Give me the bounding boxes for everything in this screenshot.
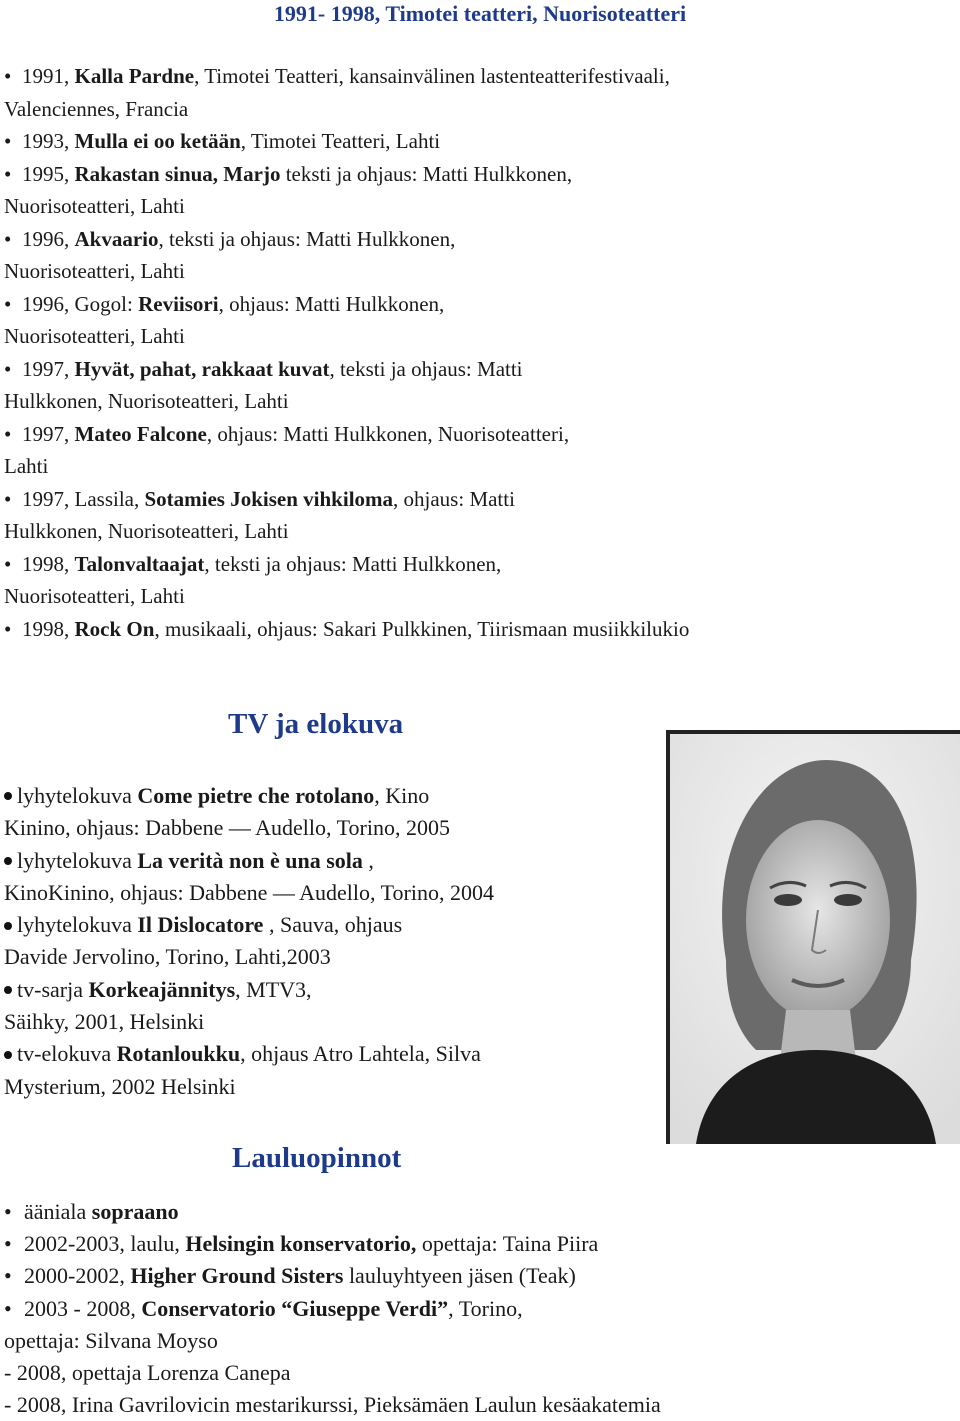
- tv-list: [4, 780, 654, 1103]
- list-item: • 2003 - 2008, Conservatorio “Giuseppe Verdi”, Torino,: [4, 1295, 523, 1321]
- bullet-icon: [4, 922, 12, 930]
- list-item: - 2008, Irina Gavrilovicin mestarikurssi, Pieksämäen Laulun kesäakatemia: [4, 1392, 661, 1418]
- list-item: lyhytelokuva Come pietre che rotolano, Kino Kinino, ohjaus: Dabbene — Audello, Torino, 2005: [4, 783, 450, 841]
- list-item: lyhytelokuva La verità non è una sola , KinoKinino, ohjaus: Dabbene — Audello, Torino, 2004: [4, 847, 494, 905]
- list-item: • 2002-2003, laulu, Helsingin konservatorio, opettaja: Taina Piira: [4, 1231, 599, 1257]
- list-item: opettaja: Silvana Moyso: [4, 1327, 218, 1353]
- list-item: • 1995, Rakastan sinua, Marjo teksti ja ohjaus: Matti Hulkkonen, Nuorisoteatteri, Lahti: [4, 161, 573, 218]
- theatre-list: [4, 60, 954, 645]
- section-heading-theatre: 1991- 1998, Timotei teatteri, Nuorisoteatteri: [273, 1, 687, 26]
- list-item: • 1998, Rock On, musikaali, ohjaus: Sakari Pulkkinen, Tiirismaan musiikkilukio: [4, 616, 690, 641]
- list-item: • 1993, Mulla ei oo ketään, Timotei Teatteri, Lahti: [4, 129, 441, 153]
- bullet-icon: [4, 1051, 12, 1059]
- list-item: • 2000-2002, Higher Ground Sisters lauluyhtyeen jäsen (Teak): [4, 1263, 576, 1289]
- list-item: • 1997, Lassila, Sotamies Jokisen vihkiloma, ohjaus: Matti Hulkkonen, Nuorisoteatteri, Lahti: [4, 486, 515, 543]
- list-item: • 1996, Akvaario, teksti ja ohjaus: Matti Hulkkonen, Nuorisoteatteri, Lahti: [4, 226, 456, 283]
- portrait-photo: [666, 730, 960, 1144]
- list-item: lyhytelokuva Il Dislocatore , Sauva, ohjaus Davide Jervolino, Torino, Lahti,2003: [4, 912, 403, 970]
- section-heading-tv: TV ja elokuva: [228, 708, 404, 740]
- list-item: tv-elokuva Rotanloukku, ohjaus Atro Lahtela, Silva Mysterium, 2002 Helsinki: [4, 1041, 481, 1099]
- list-item: • 1996, Gogol: Reviisori, ohjaus: Matti Hulkkonen, Nuorisoteatteri, Lahti: [4, 291, 445, 348]
- bullet-icon: [4, 857, 12, 865]
- list-item: • 1991, Kalla Pardne, Timotei Teatteri, kansainvälinen lastenteatterifestivaali, Valenciennes, Francia: [4, 64, 670, 121]
- section-heading-laulu: Lauluopinnot: [232, 1142, 402, 1174]
- bullet-icon: [4, 986, 12, 994]
- list-item: - 2008, opettaja Lorenza Canepa: [4, 1360, 291, 1386]
- laulu-list: [4, 1196, 954, 1421]
- list-item: • 1997, Mateo Falcone, ohjaus: Matti Hulkkonen, Nuorisoteatteri, Lahti: [4, 421, 570, 478]
- list-item: • 1998, Talonvaltaajat, teksti ja ohjaus: Matti Hulkkonen, Nuorisoteatteri, Lahti: [4, 551, 502, 608]
- portrait-image: [666, 730, 960, 1144]
- list-item: • ääniala sopraano: [4, 1199, 179, 1224]
- list-item: • 1997, Hyvät, pahat, rakkaat kuvat, teksti ja ohjaus: Matti Hulkkonen, Nuorisoteatteri, Lahti: [4, 356, 523, 413]
- list-item: tv-sarja Korkeajännitys, MTV3, Säihky, 2001, Helsinki: [4, 976, 312, 1035]
- bullet-icon: [4, 792, 12, 800]
